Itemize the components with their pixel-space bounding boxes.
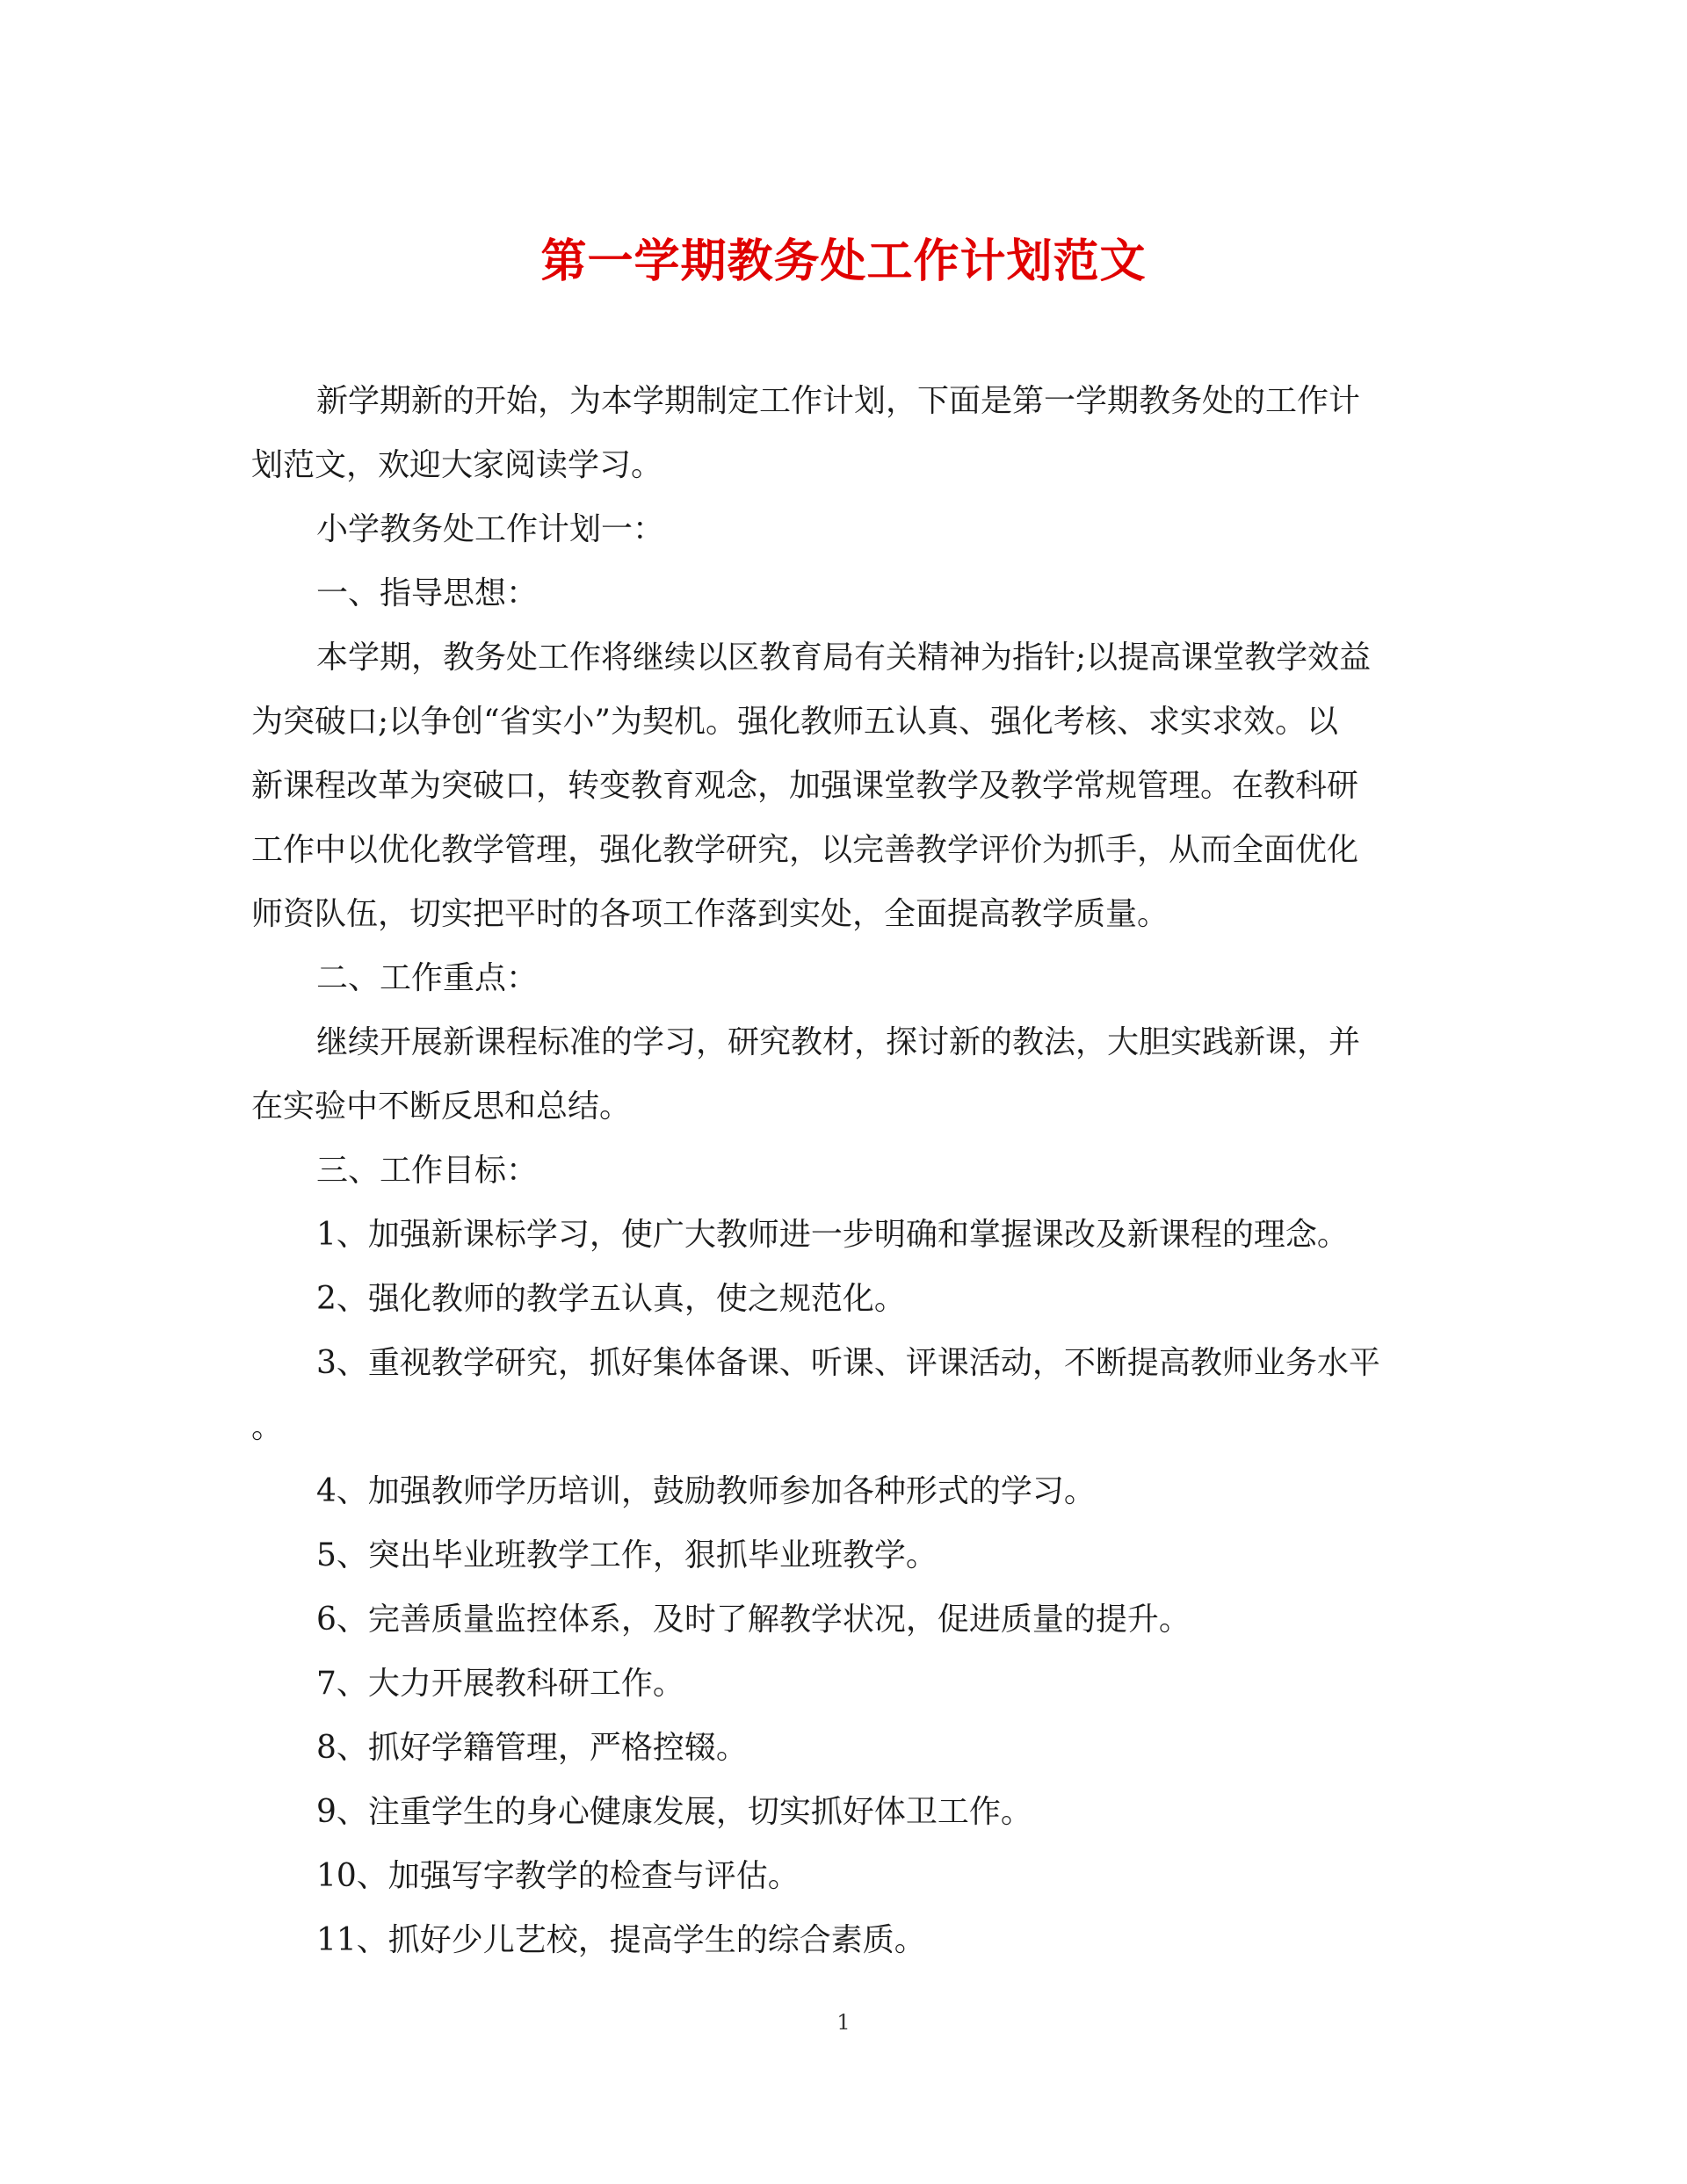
paragraph-line: 本学期，教务处工作将继续以区教育局有关精神为指针;以提高课堂教学效益 <box>316 640 1372 676</box>
list-item-continuation: 。 <box>251 1409 284 1445</box>
list-item: 5、突出毕业班教学工作，狠抓毕业班教学。 <box>316 1537 938 1573</box>
list-item: 8、抓好学籍管理，严格控辍。 <box>316 1730 748 1766</box>
document-title: 第一学期教务处工作计划范文 <box>540 235 1147 288</box>
list-item: 6、完善质量监控体系，及时了解教学状况，促进质量的提升。 <box>316 1602 1191 1638</box>
paragraph-line: 新学期新的开始，为本学期制定工作计划，下面是第一学期教务处的工作计 <box>316 383 1361 419</box>
list-item: 7、大力开展教科研工作。 <box>316 1666 684 1702</box>
section-heading: 一、指导思想： <box>316 575 539 611</box>
paragraph-line: 小学教务处工作计划一： <box>316 511 665 547</box>
list-item: 2、强化教师的教学五认真，使之规范化。 <box>316 1281 906 1317</box>
paragraph-line: 继续开展新课程标准的学习，研究教材，探讨新的教法，大胆实践新课，并 <box>316 1024 1361 1060</box>
paragraph-line: 师资队伍，切实把平时的各项工作落到实处，全面提高教学质量。 <box>251 896 1169 932</box>
list-item: 4、加强教师学历培训，鼓励教师参加各种形式的学习。 <box>316 1473 1096 1509</box>
paragraph-line: 新课程改革为突破口，转变教育观念，加强课堂教学及教学常规管理。在教科研 <box>251 768 1359 804</box>
paragraph-line: 划范文，欢迎大家阅读学习。 <box>251 447 663 483</box>
list-item: 10、加强写字教学的检查与评估。 <box>316 1858 800 1894</box>
list-item: 11、抓好少儿艺校，提高学生的综合素质。 <box>316 1922 926 1958</box>
section-heading: 二、工作重点： <box>316 960 539 996</box>
paragraph-line: 为突破口;以争创“省实小”为契机。强化教师五认真、强化考核、求实求效。以 <box>251 704 1338 740</box>
paragraph-line: 工作中以优化教学管理，强化教学研究，以完善教学评价为抓手，从而全面优化 <box>251 832 1359 868</box>
document-body <box>251 369 1436 1972</box>
list-item: 9、注重学生的身心健康发展，切实抓好体卫工作。 <box>316 1794 1032 1830</box>
section-heading: 三、工作目标： <box>316 1153 539 1189</box>
paragraph-line: 在实验中不断反思和总结。 <box>251 1088 632 1125</box>
list-item: 3、重视教学研究，抓好集体备课、听课、评课活动，不断提高教师业务水平 <box>316 1345 1380 1381</box>
page-number: 1 <box>836 2010 851 2035</box>
list-item: 1、加强新课标学习，使广大教师进一步明确和掌握课改及新课程的理念。 <box>316 1217 1349 1253</box>
